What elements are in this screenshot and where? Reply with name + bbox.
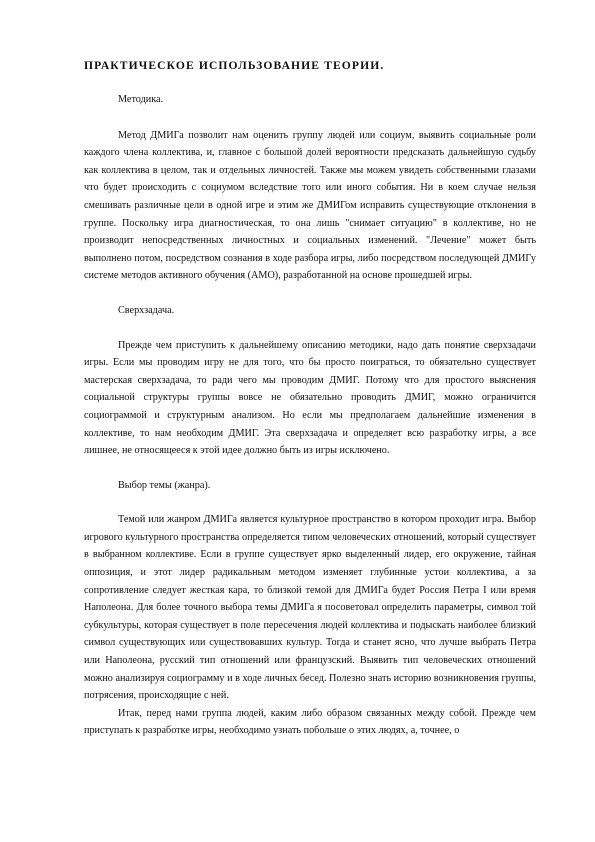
paragraph-group-intro: Итак, перед нами группа людей, каким либо образом связанных между собой. Прежде чем приступать к разработке игры, необходимо узнать побольше о этих людях, а, точнее, о [84,707,536,737]
section-heading-superobjective: Сверхзадача. [118,304,175,316]
section-heading-theme-choice: Выбор темы (жанра). [118,479,211,491]
paragraph-theme-choice: Темой или жанром ДМИГа является культурное пространство в котором проходит игра. Выбор игрового культурного пространства определяется типом человеческих отношений, который существует в выбранном коллективе. Если в группе существует ярко выделенный лидер, его окружение, тайная оппозиция, и этот лидер радикальным методом изменяет глубинные устои коллектива, а за сопротивление следует жесткая кара, то близкой темой для ДМИГа будет Россия Петра I или время Наполеона. Для более точного выбора темы ДМИГа я посоветовал определить параметры, символ той субкультуры, которая существует в поле пересечения людей коллектива и подыскать наиболее близкий символ существующих или существовавших культур. Тогда и станет ясно, что лучше выбрать Петра или Наполеона, русский тип отношений или французский. Выявить тип человеческих отношений можно анализируя социограмму и в ходе личных бесед. Полезно знать историю возникновения группы, потрясения, происходящие с ней. [84,514,536,702]
section-heading-methodology: Методика. [118,94,164,105]
paragraph-methodology: Метод ДМИГа позволит нам оценить группу людей или социум, выявить социальные роли каждого члена коллектива, и, главное с большой долей вероятности предсказать дальнейшую судьбу как коллектива в целом, так и отдельных личностей. Также мы можем увидеть собственными глазами что будет происходить с социумом вследствие того или иного события. Ни в коем случае нельзя смешивать различные цели в одной игре и этим же ДМИГом исправить существующие отклонения в группе. Поскольку игра диагностическая, то она лишь "снимает ситуацию" в коллективе, но не производит непосредственных личностных и социальных изменений. "Лечение" может быть выполнено потом, посредством сознания в ходе разбора игры, либо посредством последующей ДМИГу системе методов активного обучения (АМО), разработанной на основе прошедшей игры. [84,129,536,282]
paragraph-superobjective: Прежде чем приступить к дальнейшему описанию методики, надо дать понятие сверхзадачи игры. Если мы проводим игру не для того, что бы просто поиграться, то обязательно существует мастерская сверхзадача, то ради чего мы проводим ДМИГ. Потому что для простого выяснения социальной структуры группы вовсе не обязательно проводить ДМИГ, можно ограничится социограммой и структурным анализом. Но если мы предполагаем дальнейшие изменения в коллективе, то нам необходим ДМИГ. Эта сверхзадача и определяет всю разработку игры, а все лишнее, не относящееся к этой идее должно быть из игры исключено. [84,339,536,457]
document-body [84,58,536,740]
document-title: ПРАКТИЧЕСКОЕ ИСПОЛЬЗОВАНИЕ ТЕОРИИ. [84,59,385,72]
